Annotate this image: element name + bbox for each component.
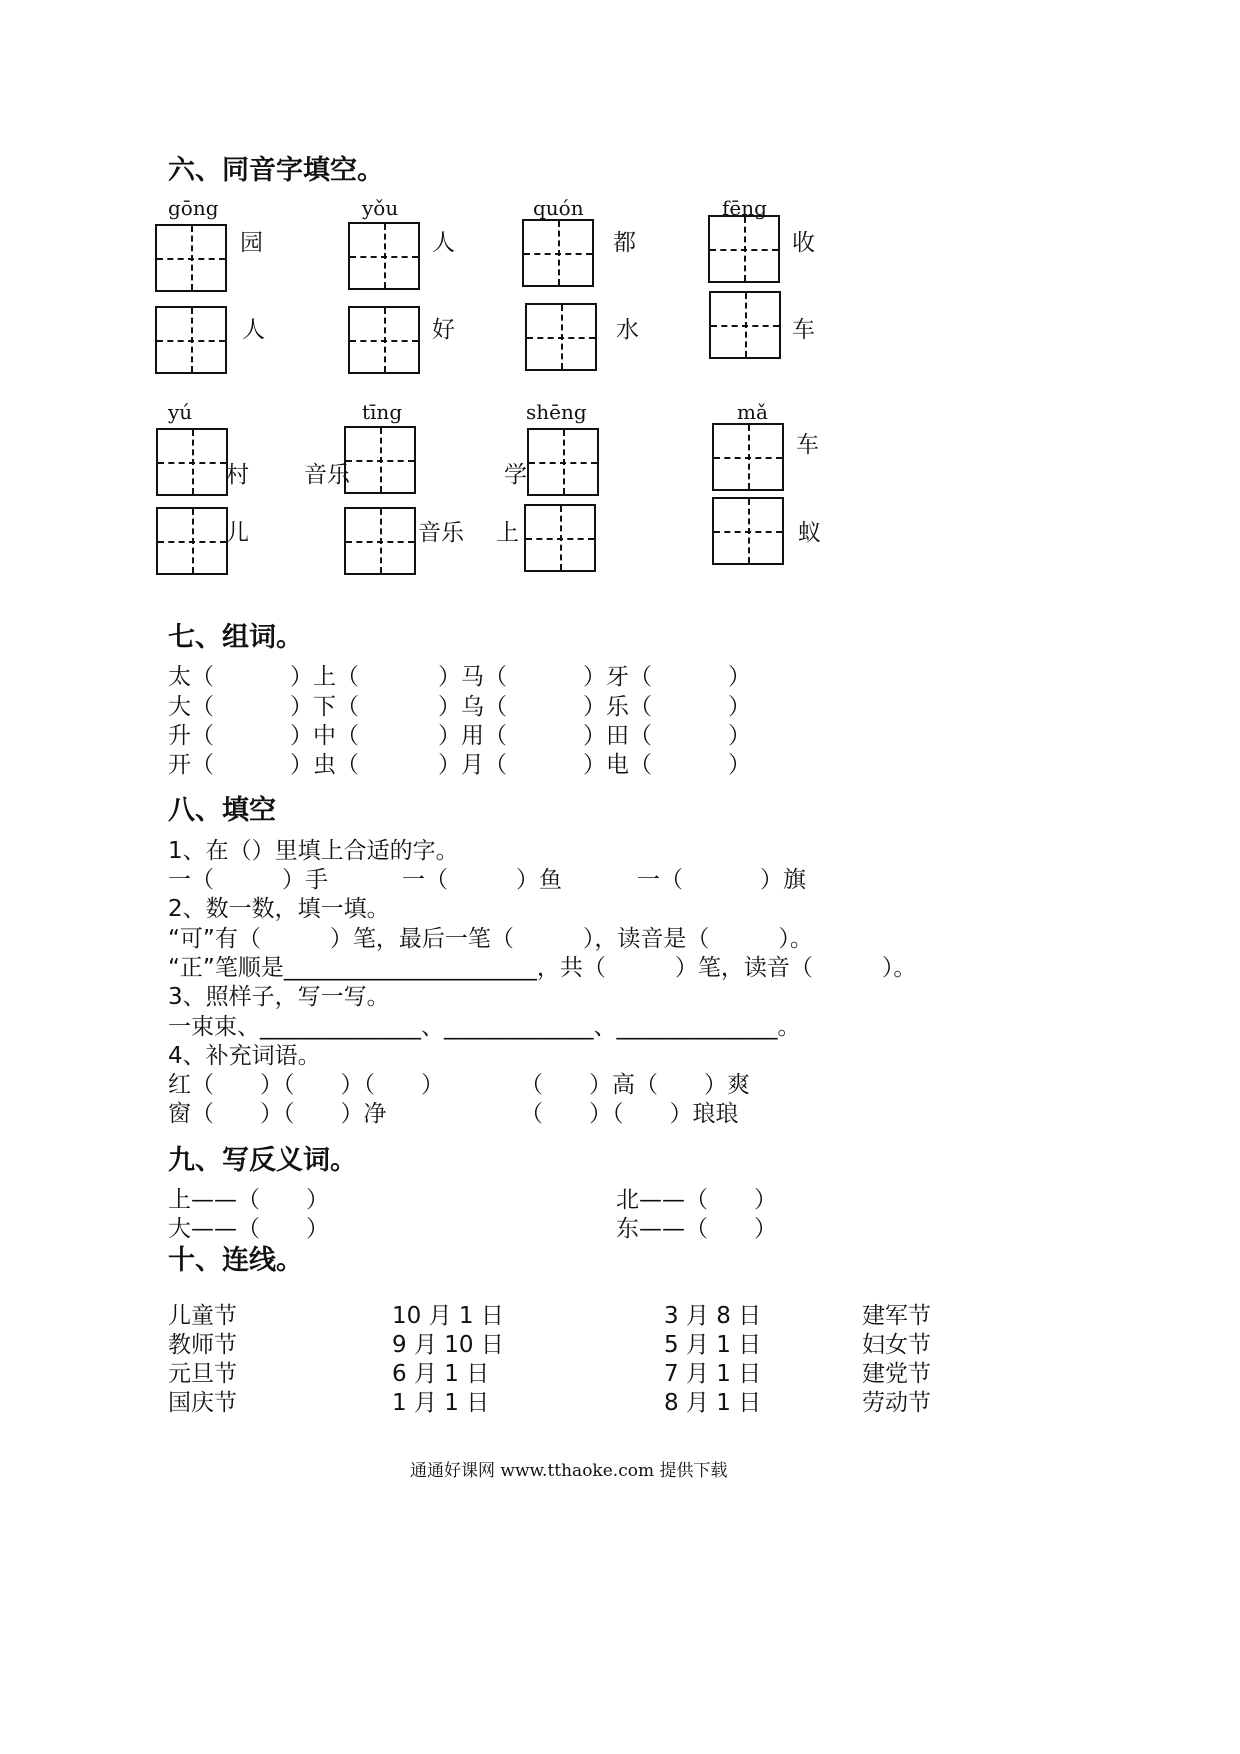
section-9-title: 九、写反义词。 — [168, 1145, 357, 1176]
word-item: ）虫（ — [290, 752, 359, 778]
word-item: ）月（ — [438, 752, 507, 778]
match-item: 8 月 1 日 — [664, 1390, 762, 1416]
word-item: ）乐（ — [583, 694, 652, 720]
writing-box[interactable] — [348, 306, 420, 374]
question-text: “正”笔顺是______________________，共（ ）笔，读音（ ）。 — [168, 955, 917, 981]
char-label: 人 — [432, 230, 455, 256]
match-item: 元旦节 — [168, 1361, 237, 1387]
match-item: 10 月 1 日 — [392, 1303, 504, 1329]
pinyin: shēng — [526, 400, 587, 424]
blank-item: （ ）（ ）琅琅 — [520, 1101, 739, 1127]
pinyin: mǎ — [737, 400, 768, 424]
word-item: ）牙（ — [583, 664, 652, 690]
match-item: 9 月 10 日 — [392, 1332, 504, 1358]
pinyin: yǒu — [362, 196, 399, 220]
blank-item: 窗（ ）（ ）净 — [168, 1101, 387, 1127]
char-label: 收 — [792, 230, 815, 256]
section-7-title: 七、组词。 — [168, 622, 303, 653]
word-item: ）马（ — [438, 664, 507, 690]
char-label: 车 — [796, 432, 819, 458]
blank-item: 一（ — [168, 867, 214, 893]
char-label: 上 — [496, 520, 519, 546]
word-item: 大（ — [168, 694, 214, 720]
char-label: 蚁 — [798, 520, 821, 546]
writing-box[interactable] — [712, 423, 784, 491]
question-text: 一束束、______________、_____________、______________。 — [168, 1014, 801, 1040]
char-label: 人 — [242, 317, 265, 343]
char-label: 儿 — [226, 520, 249, 546]
writing-box[interactable] — [709, 291, 781, 359]
antonym-item: 大——（ ） — [168, 1216, 329, 1242]
char-label: 音乐 — [304, 462, 350, 488]
question-text: “可”有（ ）笔，最后一笔（ ），读音是（ ）。 — [168, 926, 813, 952]
section-10-title: 十、连线。 — [168, 1245, 303, 1276]
blank-item: 红（ ）（ ）（ ） — [168, 1072, 444, 1098]
word-item: ） — [728, 694, 751, 720]
pinyin: tīng — [362, 400, 403, 424]
section-8-title: 八、填空 — [168, 795, 276, 826]
pinyin: quón — [533, 196, 584, 220]
match-item: 7 月 1 日 — [664, 1361, 762, 1387]
writing-box[interactable] — [348, 222, 420, 290]
match-item: 5 月 1 日 — [664, 1332, 762, 1358]
match-item: 教师节 — [168, 1332, 237, 1358]
blank-item: （ ）高（ ）爽 — [520, 1072, 750, 1098]
word-item: ）上（ — [290, 664, 359, 690]
writing-box[interactable] — [527, 428, 599, 496]
writing-box[interactable] — [344, 426, 416, 494]
char-label: 都 — [613, 230, 636, 256]
match-item: 6 月 1 日 — [392, 1361, 490, 1387]
match-item: 3 月 8 日 — [664, 1303, 762, 1329]
writing-box[interactable] — [155, 224, 227, 292]
writing-box[interactable] — [524, 504, 596, 572]
char-label: 音乐 — [418, 520, 464, 546]
writing-box[interactable] — [156, 507, 228, 575]
char-label: 水 — [616, 317, 639, 343]
question-text: 2、数一数，填一填。 — [168, 896, 390, 922]
word-item: ）乌（ — [438, 694, 507, 720]
word-item: ） — [728, 723, 751, 749]
blank-item: ）鱼 — [516, 867, 562, 893]
char-label: 学 — [504, 462, 527, 488]
char-label: 好 — [432, 317, 455, 343]
blank-item: 一（ — [402, 867, 448, 893]
writing-box[interactable] — [708, 215, 780, 283]
pinyin: gōng — [168, 196, 219, 220]
word-item: ） — [728, 752, 751, 778]
blank-item: ）手 — [282, 867, 328, 893]
writing-box[interactable] — [712, 497, 784, 565]
char-label: 车 — [792, 317, 815, 343]
antonym-item: 北——（ ） — [616, 1187, 777, 1213]
pinyin: fēng — [722, 196, 767, 220]
antonym-item: 上——（ ） — [168, 1187, 329, 1213]
char-label: 村 — [226, 462, 249, 488]
match-item: 建军节 — [862, 1303, 931, 1329]
question-text: 3、照样子，写一写。 — [168, 984, 390, 1010]
blank-item: 一（ — [637, 867, 683, 893]
match-item: 国庆节 — [168, 1390, 237, 1416]
writing-box[interactable] — [155, 306, 227, 374]
match-item: 1 月 1 日 — [392, 1390, 490, 1416]
writing-box[interactable] — [525, 303, 597, 371]
word-item: ）中（ — [290, 723, 359, 749]
pinyin: yú — [168, 400, 193, 424]
word-item: ） — [728, 664, 751, 690]
antonym-item: 东——（ ） — [616, 1216, 777, 1242]
match-item: 建党节 — [862, 1361, 931, 1387]
writing-box[interactable] — [522, 219, 594, 287]
section-6-title: 六、同音字填空。 — [168, 155, 384, 186]
page-footer: 通通好课网 www.tthaoke.com 提供下载 — [410, 1461, 728, 1481]
word-item: 开（ — [168, 752, 214, 778]
writing-box[interactable] — [156, 428, 228, 496]
match-item: 劳动节 — [862, 1390, 931, 1416]
question-text: 1、在（）里填上合适的字。 — [168, 838, 459, 864]
word-item: ）田（ — [583, 723, 652, 749]
match-item: 儿童节 — [168, 1303, 237, 1329]
word-item: ）电（ — [583, 752, 652, 778]
match-item: 妇女节 — [862, 1332, 931, 1358]
writing-box[interactable] — [344, 507, 416, 575]
blank-item: ）旗 — [760, 867, 806, 893]
word-item: ）用（ — [438, 723, 507, 749]
word-item: ）下（ — [290, 694, 359, 720]
question-text: 4、补充词语。 — [168, 1043, 321, 1069]
word-item: 升（ — [168, 723, 214, 749]
char-label: 园 — [240, 230, 263, 256]
word-item: 太（ — [168, 664, 214, 690]
